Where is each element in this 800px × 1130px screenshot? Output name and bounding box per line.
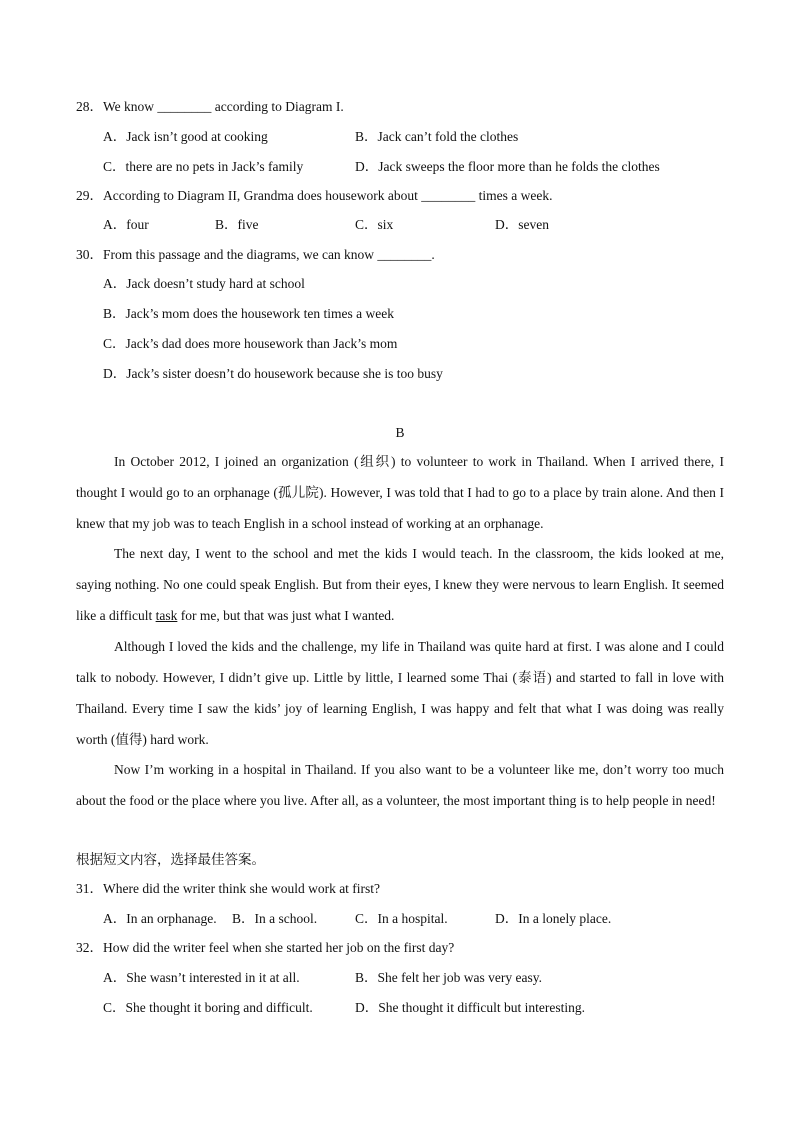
instruction-text: 根据短文内容，选择最佳答案。 bbox=[76, 852, 265, 867]
question-29-option-c: C．six bbox=[355, 217, 394, 232]
question-29-stem: 29．According to Diagram II, Grandma does housework about ________ times a week. bbox=[76, 188, 553, 203]
passage-paragraph-3 bbox=[76, 631, 724, 755]
question-29-option-a: A．four bbox=[103, 217, 149, 232]
question-28-option-d: D．Jack sweeps the floor more than he folds the clothes bbox=[355, 159, 660, 174]
question-32-option-d: D．She thought it difficult but interesting. bbox=[355, 1000, 585, 1015]
passage-paragraph-2-text-before: The next day, I went to the school and met the kids I would teach. In the classroom, the kids looked at me, saying nothing. No one could speak English. But from their eyes, I knew they were nervous to learn English. It seemed like a difficult bbox=[76, 546, 724, 623]
question-28-option-a: A．Jack isn’t good at cooking bbox=[103, 129, 268, 144]
question-30-option-a: A．Jack doesn’t study hard at school bbox=[103, 276, 305, 291]
question-31-stem: 31．Where did the writer think she would work at first? bbox=[76, 881, 381, 896]
question-29-option-d: D．seven bbox=[495, 217, 549, 232]
question-28-stem: 28．We know ________ according to Diagram I. bbox=[76, 99, 344, 114]
question-31-option-d: D．In a lonely place. bbox=[495, 911, 612, 926]
question-28-option-c: C．there are no pets in Jack’s family bbox=[103, 159, 304, 174]
passage-paragraph-1-text: In October 2012, I joined an organization (组织) to volunteer to work in Thailand. When I arrived there, I thought I would go to an orphanage (孤儿院). However, I was told that I had to go to a place by train alone. And then I knew that my job was to teach English in a school instead of working at an orphanage. bbox=[76, 454, 724, 531]
question-31-option-a: A．In an orphanage. bbox=[103, 911, 217, 926]
passage-paragraph-2 bbox=[76, 538, 724, 631]
question-28-option-b: B．Jack can’t fold the clothes bbox=[355, 129, 519, 144]
question-30-option-b: B．Jack’s mom does the housework ten times a week bbox=[103, 306, 394, 321]
question-32-option-c: C．She thought it boring and difficult. bbox=[103, 1000, 313, 1015]
question-30-option-c: C．Jack’s dad does more housework than Jack’s mom bbox=[103, 336, 398, 351]
underlined-word-task: task bbox=[155, 608, 178, 623]
passage-paragraph-2-text-after: for me, but that was just what I wanted. bbox=[177, 608, 395, 623]
question-32-option-b: B．She felt her job was very easy. bbox=[355, 970, 542, 985]
passage-paragraph-1 bbox=[76, 446, 724, 539]
question-31-option-b: B．In a school. bbox=[232, 911, 318, 926]
section-b-heading: B bbox=[395, 425, 405, 440]
question-32-option-a: A．She wasn’t interested in it at all. bbox=[103, 970, 300, 985]
passage-paragraph-4 bbox=[76, 754, 724, 816]
question-32-stem: 32．How did the writer feel when she started her job on the first day? bbox=[76, 940, 455, 955]
question-31-option-c: C．In a hospital. bbox=[355, 911, 448, 926]
passage-paragraph-4-text: Now I’m working in a hospital in Thailand. If you also want to be a volunteer like me, don’t worry too much about the food or the place where you live. After all, as a volunteer, the most important thing is to help people in need! bbox=[76, 762, 724, 808]
question-29-option-b: B．five bbox=[215, 217, 259, 232]
passage-paragraph-3-text: Although I loved the kids and the challenge, my life in Thailand was quite hard at first. I was alone and I could talk to nobody. However, I didn’t give up. Little by little, I learned some Thai (泰语) and started to fall in love with Thailand. Every time I saw the kids’ joy of learning English, I was happy and felt that what I was doing was really worth (值得) hard work. bbox=[76, 639, 724, 747]
question-30-stem: 30．From this passage and the diagrams, we can know ________. bbox=[76, 247, 435, 262]
question-30-option-d: D．Jack’s sister doesn’t do housework because she is too busy bbox=[103, 366, 443, 381]
